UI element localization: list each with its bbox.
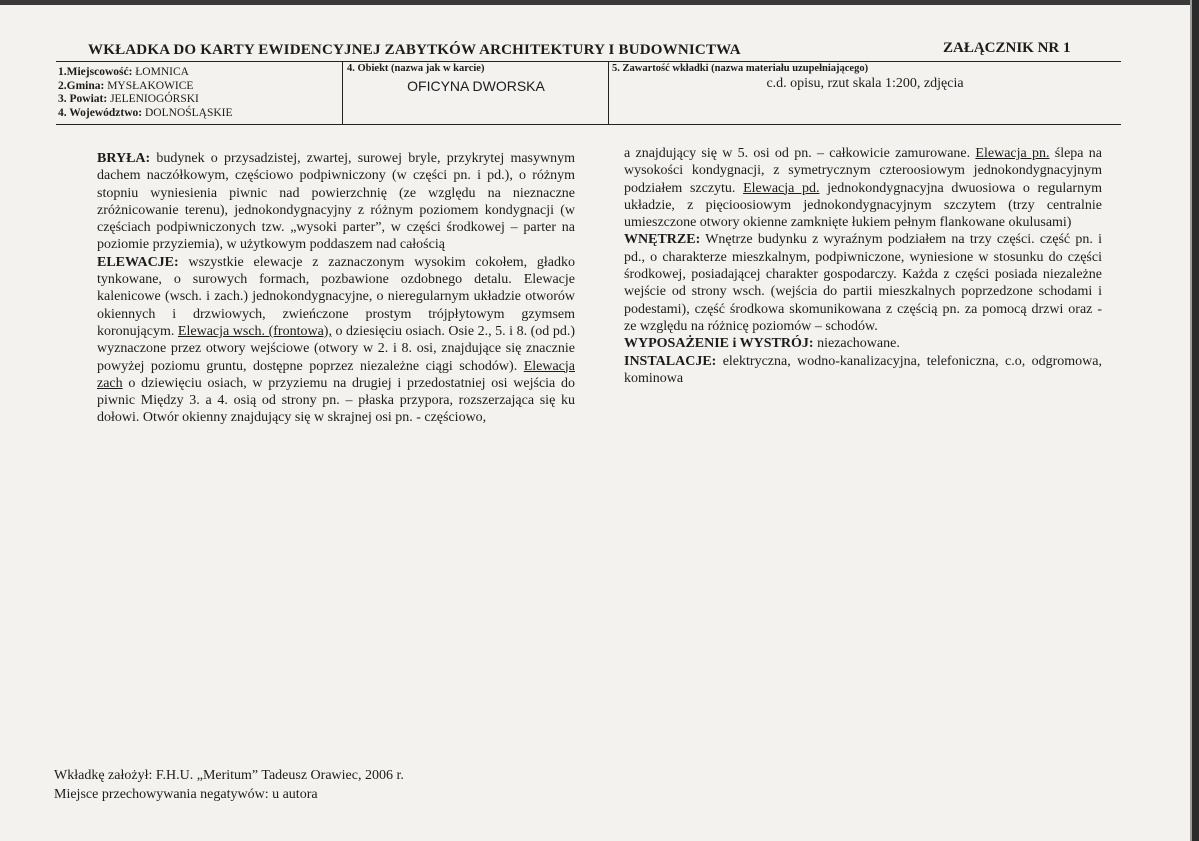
annex-number: ZAŁĄCZNIK NR 1 xyxy=(943,40,1071,56)
elewacje-paragraph: ELEWACJE: wszystkie elewacje z zaznaczonym wysokim cokołem, gładko tynkowane, o surowych formach, pozbawione ozdobnego detalu. Elewacje kalenicowe (wsch. i zach.) jednokondygnacyjne, o nieregularnym układzie otworów okiennych i drzwiowych, zwieńczone prostym trójpłytowym gzymsem koronującym. Elewacja wsch. (frontowa), o dziesięciu osiach. Osie 2., 5. i 8. (od pd.) wyznaczone przez otwory wejściowe (otwory w 2. i 8. osi, znajdujące się znacznie powyżej poziomu gruntu, dostępne poprzez niezależne ciągi schodów). Elewacja zach o dziewięciu osiach, w przyziemu na drugiej i przedostatniej osi wejścia do piwnic Między 3. a 4. osią od strony pn. – płaska przypora, rozszerzająca się ku dołowi. Otwór okienny znajdujący się w skrajnej osi pn. - częściowo, xyxy=(97,254,576,426)
location-block xyxy=(58,66,233,120)
location-county: 3. Powiat: JELENIOGÓRSKI xyxy=(58,93,199,105)
elewacje-continued: a znajdujący się w 5. osi od pn. – całkowicie zamurowane. Elewacja pn. ślepa na wysokości kondygnacji, z symetrycznym czteroosiowym jednokondygnacyjnym podziałem szczytu. Elewacja pd. jednokondygnacyjna dwuosiowa o regularnym układzie, z pięcioosiowym jednokondygnacyjnym szczytem (trzy centralnie umieszczone otwory okienne zamknięte łukiem pełnym flankowane okulusami) xyxy=(624,146,1102,231)
elewacja-wsch-heading: Elewacja wsch. (frontowa), xyxy=(177,323,332,339)
instalacje-paragraph: INSTALACJE: elektryczna, wodno-kanalizacyjna, telefoniczna, c.o, odgromowa, kominowa xyxy=(624,353,1102,386)
footer-author: Wkładkę założył: F.H.U. „Meritum” Tadeusz Orawiec, 2006 r. xyxy=(54,768,404,783)
contents-value: c.d. opisu, rzut skala 1:200, zdjęcia xyxy=(766,76,964,91)
wyposazenie-paragraph: WYPOSAŻENIE i WYSTRÓJ: niezachowane. xyxy=(624,336,900,352)
wnetrze-label: WNĘTRZE: xyxy=(624,232,701,248)
elewacja-pn-heading: Elewacja pn. xyxy=(975,146,1050,161)
header-divider-1 xyxy=(342,61,343,125)
header-divider-2 xyxy=(608,61,609,125)
location-place: 1.Miejscowość: ŁOMNICA xyxy=(58,66,189,78)
document-title: WKŁADKA DO KARTY EWIDENCYJNEJ ZABYTKÓW ARCHITEKTURY I BUDOWNICTWA xyxy=(88,42,741,58)
left-column xyxy=(97,150,575,427)
footer-negatives: Miejsce przechowywania negatywów: u autora xyxy=(54,787,318,802)
scan-edge-right xyxy=(1192,0,1199,841)
wnetrze-paragraph: WNĘTRZE: Wnętrze budynku z wyraźnym podziałem na trzy części. część pn. i pd., o charakterze mieszkalnym, podpiwniczone, wyniesione w stosunku do części środkowej, posiadającej charakter gospodarczy. Każda z części posiada niezależne wejście od strony wsch. (wejścia do partii mieszkalnych poprzedzone schodami i podestami), część środkowa skomunikowana z częścią pn. za pomocą drzwi oraz - ze względu na różnicę poziomów – schodów. xyxy=(624,232,1102,334)
scan-edge-top xyxy=(0,0,1199,5)
header-rule-top xyxy=(56,61,1121,62)
location-commune: 2.Gmina: MYSŁAKOWICE xyxy=(58,79,194,92)
bryla-paragraph: BRYŁA: budynek o przysadzistej, zwartej, surowej bryle, przykrytej masywnym dachem naczółkowym, częściowo podpiwniczony (w części pn. i pd.), o różnym stopniu wyniesienia piwnic nad powierzchnię (ze względu na nieznaczne zróżnicowanie terenu), jednokondygnacyjny z różnym poziomem kondygnacji (w częściach podpiwniczonych tzw. „wysoki parter”, w części środkowej – parter na poziomie przyziemia), w użytkowym poddaszem nad całością xyxy=(97,151,575,253)
object-value: OFICYNA DWORSKA xyxy=(407,78,545,94)
wyposazenie-label: WYPOSAŻENIE i WYSTRÓJ: xyxy=(624,336,814,352)
bryla-label: BRYŁA: xyxy=(97,151,151,166)
elewacja-pd-heading: Elewacja pd. xyxy=(743,180,820,196)
object-label: 4. Obiekt (nazwa jak w karcie) xyxy=(347,63,485,74)
elewacje-label: ELEWACJE: xyxy=(97,254,179,270)
instalacje-label: INSTALACJE: xyxy=(624,353,717,369)
elewacja-zach-heading: Elewacja zach xyxy=(97,358,575,391)
contents-label: 5. Zawartość wkładki (nazwa materiału uzupełniającego) xyxy=(612,63,869,74)
right-column xyxy=(624,145,1102,387)
location-voivodeship: 4. Województwo: DOLNOŚLĄSKIE xyxy=(58,106,233,119)
header-rule-bottom xyxy=(56,124,1121,125)
